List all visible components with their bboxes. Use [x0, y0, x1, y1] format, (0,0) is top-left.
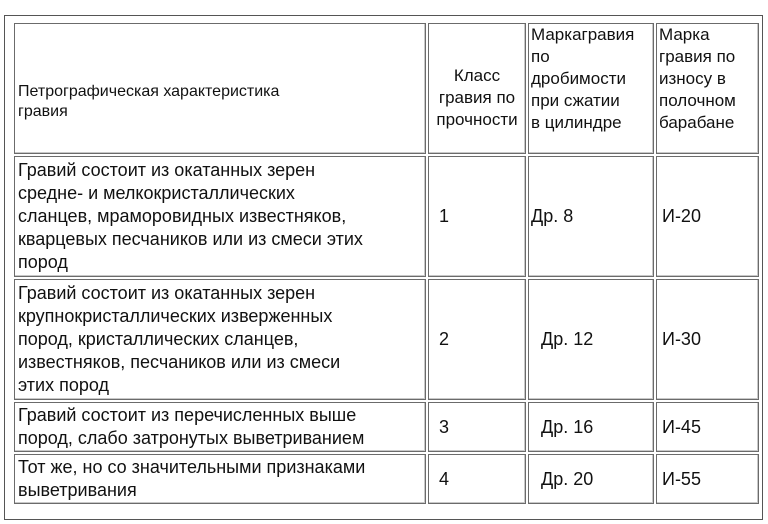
header-petrographic — [14, 23, 426, 154]
row-class: 1 — [428, 156, 526, 277]
description-line: сланцев, мраморовидных известняков, — [18, 206, 347, 226]
description-line: пород, слабо затронутых выветриванием — [18, 428, 365, 448]
header-line: барабане — [659, 113, 735, 132]
header-line: гравия по — [438, 87, 516, 107]
row-crushing-grade: Др. 20 — [528, 454, 654, 504]
header-line: в цилиндре — [531, 113, 622, 132]
row-wear-grade: И-20 — [656, 156, 759, 277]
row-crushing-grade: Др. 16 — [528, 402, 654, 452]
row-description — [14, 454, 426, 504]
header-line: гравия по — [659, 47, 736, 66]
row-crushing-grade: Др. 12 — [528, 279, 654, 400]
row-description — [14, 156, 426, 277]
header-line: Марка — [659, 25, 710, 44]
row-wear-grade: И-30 — [656, 279, 759, 400]
table-row — [14, 156, 759, 277]
row-description — [14, 279, 426, 400]
header-line: Маркагравия — [531, 25, 635, 44]
header-line: по — [531, 47, 550, 66]
row-class: 2 — [428, 279, 526, 400]
description-line: пород — [18, 252, 68, 272]
header-line: прочности — [436, 109, 518, 129]
header-line: при сжатии — [531, 91, 620, 110]
header-strength-class — [428, 23, 526, 154]
header-line: дробимости — [531, 69, 626, 88]
header-line: полочном — [659, 91, 736, 110]
row-class: 3 — [428, 402, 526, 452]
table-header-row — [14, 23, 759, 154]
description-line: крупнокристаллических изверженных — [18, 306, 333, 326]
row-crushing-grade: Др. 8 — [528, 156, 654, 277]
description-line: кварцевых песчаников или из смеси этих — [18, 229, 363, 249]
description-line: пород, кристаллических сланцев, — [18, 329, 299, 349]
header-wear-grade — [656, 23, 759, 154]
description-line: Гравий состоит из окатанных зерен — [18, 283, 316, 303]
table-row — [14, 402, 759, 452]
row-wear-grade: И-55 — [656, 454, 759, 504]
header-line: износу в — [659, 69, 726, 88]
row-description — [14, 402, 426, 452]
header-crushing-grade — [528, 23, 654, 154]
table-row — [14, 454, 759, 504]
row-class: 4 — [428, 454, 526, 504]
header-line: Петрографическая характеристика — [18, 82, 280, 100]
table-frame — [4, 15, 763, 520]
description-line: средне- и мелкокристаллических — [18, 183, 295, 203]
header-line: Класс — [453, 65, 501, 85]
row-wear-grade: И-45 — [656, 402, 759, 452]
description-line: Гравий состоит из перечисленных выше — [18, 405, 357, 425]
header-line: гравия — [18, 102, 68, 120]
description-line: Гравий состоит из окатанных зерен — [18, 160, 316, 180]
description-line: выветривания — [18, 480, 137, 500]
description-line: Тот же, но со значительными признаками — [18, 457, 366, 477]
description-line: известняков, песчаников или из смеси — [18, 352, 341, 372]
gravel-grade-table — [12, 21, 761, 506]
table-row — [14, 279, 759, 400]
description-line: этих пород — [18, 375, 109, 395]
